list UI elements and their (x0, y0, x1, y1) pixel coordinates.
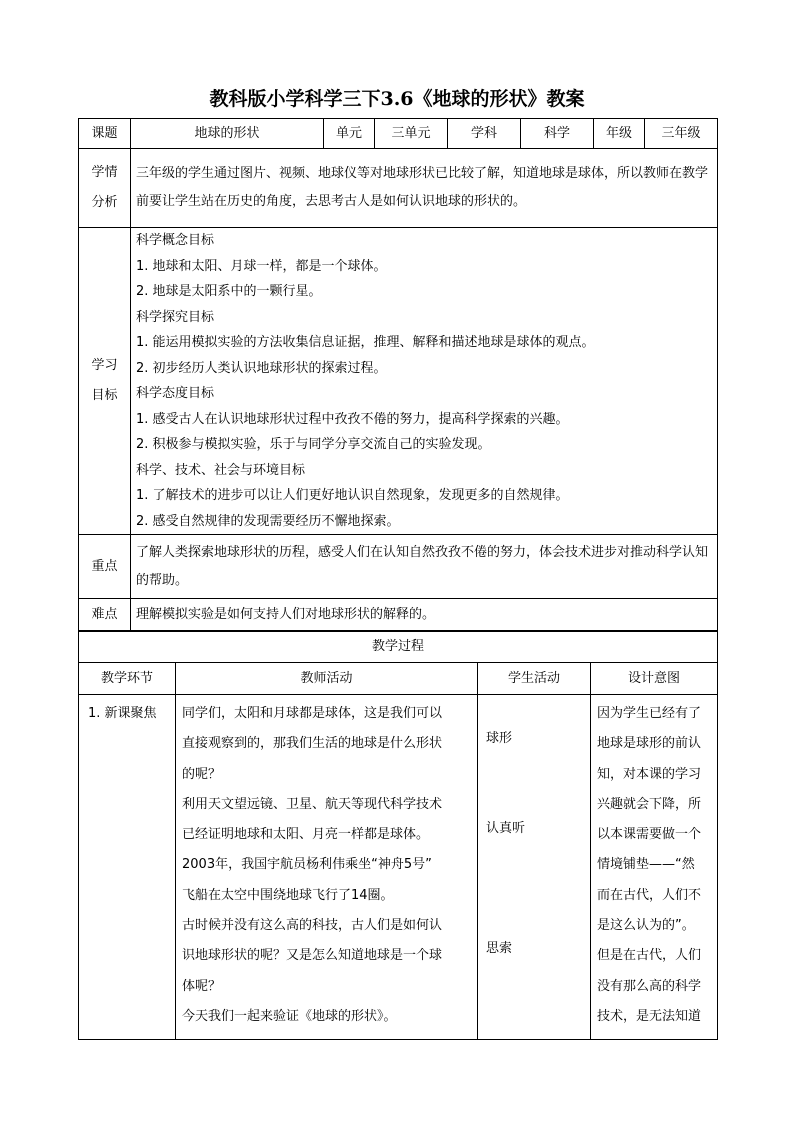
intent-line: 而在古代，人们不 (597, 887, 702, 903)
student-item: 认真听 (486, 821, 526, 836)
header-teacher: 教师活动 (176, 663, 478, 695)
unit-label: 单元 (324, 119, 375, 149)
teacher-line: 的呢？ (182, 766, 222, 782)
page-title: 教科版小学科学三下3.6《地球的形状》教案 (209, 88, 585, 110)
process-title: 教学过程 (79, 632, 718, 663)
header-student: 学生活动 (478, 663, 591, 695)
design-intent (591, 695, 718, 1040)
analysis-row (79, 149, 718, 228)
teacher-line: 2003年，我国宇航员杨利伟乘坐“神舟5号” (182, 857, 432, 873)
process-header-row (79, 663, 718, 695)
intent-line: 技术，是无法知道 (597, 1008, 702, 1024)
student-item: 思索 (486, 941, 513, 956)
stage-cell (79, 695, 176, 1040)
key-points-row (79, 535, 718, 599)
teacher-line: 体呢？ (182, 978, 222, 994)
student-item: 球形 (486, 731, 513, 746)
objective-line: 1. 感受古人在认识地球形状过程中孜孜不倦的努力，提高科学探索的兴趣。 (136, 411, 569, 427)
intent-line: 知，对本课的学习 (597, 766, 702, 782)
objective-line: 1. 地球和太阳、月球一样，都是一个球体。 (136, 258, 387, 274)
info-row (79, 119, 718, 149)
objective-line: 2. 感受自然规律的发现需要经历不懈地探索。 (136, 513, 400, 529)
process-title-row (79, 632, 718, 663)
student-activity (478, 695, 591, 1040)
difficulty-text: 理解模拟实验是如何支持人们对地球形状的解释的。 (131, 599, 718, 631)
intent-line: 因为学生已经有了 (597, 706, 702, 721)
grade-value: 三年级 (645, 119, 718, 149)
course-value: 地球的形状 (131, 119, 324, 149)
objective-line: 科学、技术、社会与环境目标 (136, 462, 306, 478)
objective-line: 1. 能运用模拟实验的方法收集信息证据，推理、解释和描述地球是球体的观点。 (136, 335, 595, 350)
difficulty-label: 难点 (79, 599, 131, 631)
analysis-label: 学情 分析 (79, 149, 131, 228)
intent-line: 但是在古代，人们 (597, 948, 702, 964)
objective-line: 2. 地球是太阳系中的一颗行星。 (136, 284, 322, 299)
key-points-label: 重点 (79, 535, 131, 599)
difficulty-row (79, 599, 718, 631)
objective-line: 科学态度目标 (136, 386, 215, 401)
header-intent: 设计意图 (591, 663, 718, 695)
intent-line: 情境铺垫——“然 (597, 857, 695, 873)
unit-value: 三单元 (375, 119, 448, 149)
course-label: 课题 (79, 119, 131, 149)
intent-line: 地球是球形的前认 (597, 736, 702, 752)
teacher-line: 今天我们一起来验证《地球的形状》。 (182, 1008, 397, 1024)
lesson-info-table (78, 118, 718, 631)
grade-label: 年级 (594, 119, 645, 149)
teacher-line: 利用天文望远镜、卫星、航天等现代科学技术 (182, 796, 443, 812)
objective-line: 科学概念目标 (136, 233, 215, 248)
intent-line: 没有那么高的科学 (597, 978, 702, 994)
intent-line: 以本课需要做一个 (597, 827, 702, 843)
objectives-row (79, 228, 718, 535)
header-stage: 教学环节 (79, 663, 176, 695)
intent-line: 兴趣就会下降，所 (597, 796, 702, 812)
teacher-line: 同学们，太阳和月球都是球体，这是我们可以 (182, 706, 443, 721)
objectives-label: 学习 目标 (79, 228, 131, 535)
key-points-text: 了解人类探索地球形状的历程，感受人们在认知自然孜孜不倦的努力，体会技术进步对推动科学认知的帮助。 (131, 535, 718, 599)
teacher-line: 古时候并没有这么高的科技，古人们是如何认 (182, 918, 443, 934)
teacher-line: 识地球形状的呢？又是怎么知道地球是一个球 (182, 948, 443, 964)
analysis-text: 三年级的学生通过图片、视频、地球仪等对地球形状已比较了解，知道地球是球体，所以教师在教学前要让学生站在历史的角度，去思考古人是如何认识地球的形状的。 (131, 149, 718, 228)
teacher-line: 已经证明地球和太阳、月亮一样都是球体。 (182, 827, 430, 843)
objective-line: 2. 初步经历人类认识地球形状的探索过程。 (136, 360, 387, 376)
teacher-activity (176, 695, 478, 1040)
stage-name: 1. 新课聚焦 (88, 706, 157, 721)
subject-value: 科学 (521, 119, 594, 149)
objectives-content (131, 228, 718, 535)
intent-line: 是这么认为的”。 (597, 918, 695, 934)
objective-line: 2. 积极参与模拟实验，乐于与同学分享交流自己的实验发现。 (136, 437, 491, 452)
subject-label: 学科 (448, 119, 521, 149)
teacher-line: 直接观察到的，那我们生活的地球是什么形状 (182, 736, 443, 752)
objective-line: 科学探究目标 (136, 309, 215, 325)
teacher-line: 飞船在太空中围绕地球飞行了14圈。 (182, 887, 394, 903)
objective-line: 1. 了解技术的进步可以让人们更好地认识自然现象，发现更多的自然规律。 (136, 488, 569, 503)
process-row (79, 695, 718, 1040)
teaching-process-table (78, 631, 718, 1040)
